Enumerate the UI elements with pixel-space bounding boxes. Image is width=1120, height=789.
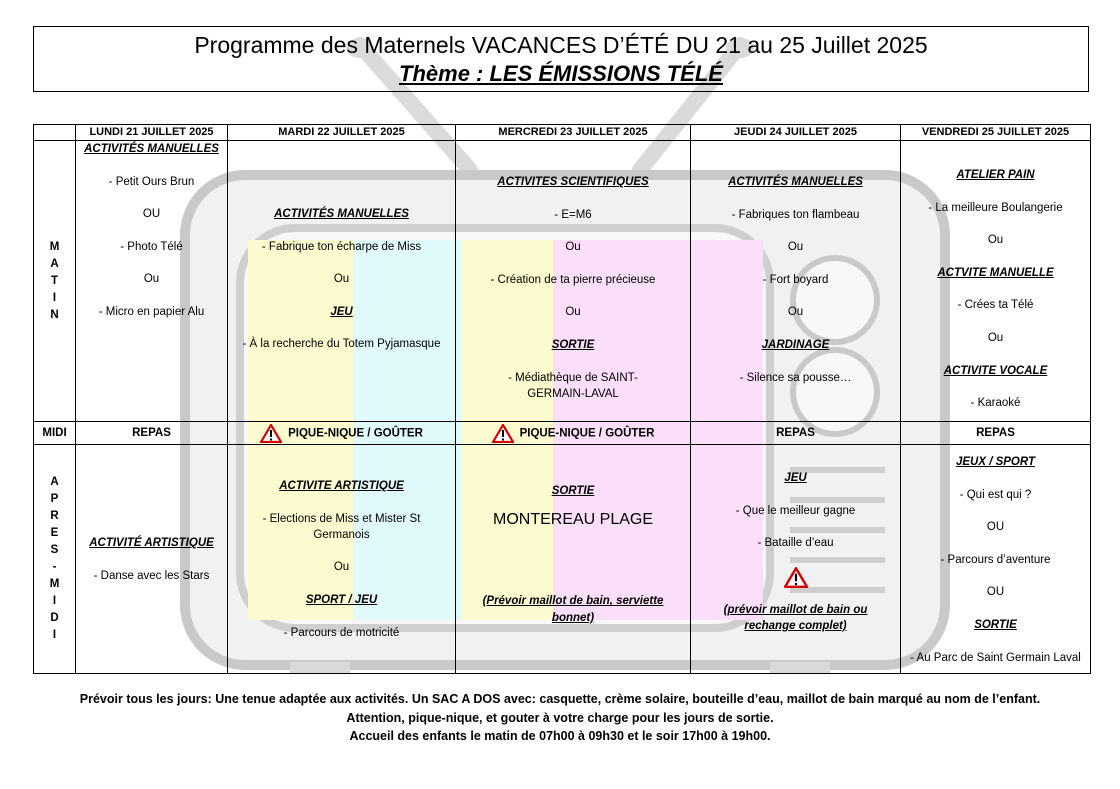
separator-text: Ou: [987, 331, 1004, 344]
page-title: Programme des Maternels VACANCES D’ÉTÉ DU 21 au 25 Juillet 2025: [194, 32, 928, 58]
activity-item: - Que le meilleur gagne: [735, 504, 856, 517]
activity-item: - À la recherche du Totem Pyjamasque: [242, 338, 441, 351]
separator-text: Ou: [565, 306, 581, 319]
activity-item: - Crées ta Télé: [957, 299, 1034, 312]
activity-item: - Parcours de motricité: [283, 626, 400, 639]
activity-item: - Fabrique ton écharpe de Miss: [261, 240, 422, 253]
activity-item: - Parcours d’aventure: [940, 553, 1051, 566]
apres-midi-vendredi: [901, 445, 1091, 674]
activity-item: - E=M6: [554, 208, 592, 221]
category-label: JEUX / SPORT: [955, 456, 1036, 468]
warning-triangle-icon: [784, 567, 808, 588]
activity-item: - Fort boyard: [762, 273, 829, 286]
activity-item: - Qui est qui ?: [959, 488, 1032, 501]
matin-row: [34, 141, 1091, 422]
matin-mercredi: [456, 141, 691, 422]
category-label: JEU: [330, 305, 353, 318]
category-label: ACTVITE MANUELLE: [937, 266, 1054, 279]
apres-midi-mercredi: [456, 445, 691, 674]
day-header: MERCREDI 23 JUILLET 2025: [456, 125, 691, 141]
midi-text: PIQUE-NIQUE / GOÛTER: [519, 427, 655, 440]
category-label: ACTIVITÉS MANUELLES: [274, 208, 409, 220]
separator-text: OU: [986, 521, 1005, 534]
midi-text: PIQUE-NIQUE / GOÛTER: [288, 427, 423, 440]
matin-jeudi: [691, 141, 901, 422]
midi-row: [34, 422, 1091, 445]
apres-midi-jeudi: [691, 445, 901, 674]
apres-midi-lundi: [76, 445, 228, 674]
activity-item: - Création de ta pierre précieuse: [490, 273, 656, 286]
corner-cell: [34, 125, 76, 141]
separator-text: Ou: [787, 241, 804, 254]
activity-item: - Micro en papier Alu: [98, 305, 205, 318]
category-label: ACTIVITE VOCALE: [943, 364, 1048, 377]
activity-item: - Karaoké: [970, 397, 1021, 410]
midi-lundi: REPAS: [76, 422, 228, 445]
activity-item: - Elections de Miss et Mister St Germanois: [262, 512, 421, 541]
footer-notes: [0, 690, 1120, 746]
warning-triangle-icon: [492, 424, 514, 443]
category-label: ATELIER PAIN: [956, 169, 1035, 181]
category-label: JARDINAGE: [761, 338, 830, 351]
activity-item: - La meilleure Boulangerie: [928, 201, 1063, 214]
footer-line: Prévoir tous les jours: Une tenue adaptée aux activités. Un SAC A DOS avec: casquette, crème solaire, bouteille d’eau, maillot de bain marqué au nom de l’enfant.: [79, 692, 1041, 706]
separator-text: OU: [142, 208, 161, 221]
category-label: SORTIE: [974, 618, 1017, 631]
theme-title: Thème : LES ÉMISSIONS TÉLÉ: [399, 61, 723, 86]
separator-text: Ou: [333, 561, 350, 574]
separator-text: Ou: [787, 306, 804, 319]
day-header: VENDREDI 25 JUILLET 2025: [901, 125, 1091, 141]
matin-vendredi: [901, 141, 1091, 422]
footer-line: Attention, pique-nique, et gouter à votre charge pour les jours de sortie.: [346, 710, 774, 725]
apres-midi-mardi: [228, 445, 456, 674]
separator-text: Ou: [987, 234, 1004, 247]
activity-item: - Fabriques ton flambeau: [731, 208, 860, 221]
midi-mardi: [228, 422, 456, 445]
activity-item: - Danse avec les Stars: [93, 569, 210, 582]
header: [33, 26, 1089, 92]
note-text: (prévoir maillot de bain ou rechange complet): [723, 603, 868, 633]
warning-triangle-icon: [260, 424, 282, 443]
activity-item: - Médiathèque de SAINT-GERMAIN-LAVAL: [508, 371, 638, 400]
category-label: ACTIVITES SCIENTIFIQUES: [497, 176, 649, 188]
category-label: SPORT / JEU: [305, 594, 378, 607]
activity-item: - Petit Ours Brun: [108, 175, 195, 188]
separator-text: Ou: [333, 273, 350, 286]
category-label: JEU: [784, 472, 807, 484]
matin-lundi: [76, 141, 228, 422]
footer-line: Accueil des enfants le matin de 07h00 à 09h30 et le soir 17h00 à 19h00.: [349, 729, 771, 743]
activity-item: - Silence sa pousse…: [739, 371, 852, 384]
category-label: SORTIE: [551, 338, 595, 351]
category-label: ACTIVITÉS MANUELLES: [728, 176, 863, 188]
apres-midi-label: A P R E S - M I D I: [34, 445, 76, 674]
activity-item: - Photo Télé: [120, 240, 183, 253]
category-label: ACTIVITE ARTISTIQUE: [279, 480, 404, 492]
apres-midi-row: [34, 445, 1091, 674]
warning-wrapper: [695, 567, 896, 593]
schedule-table: [33, 124, 1091, 674]
category-label: ACTIVITÉS MANUELLES: [84, 143, 219, 155]
midi-vendredi: REPAS: [901, 422, 1091, 445]
activity-item: - Bataille d’eau: [757, 537, 834, 550]
note-text: (Prévoir maillot de bain, serviette bonnet): [482, 595, 664, 624]
midi-jeudi: REPAS: [691, 422, 901, 445]
separator-text: OU: [986, 586, 1005, 599]
matin-label: M A T I N: [34, 141, 76, 422]
day-header: MARDI 22 JUILLET 2025: [228, 125, 456, 141]
midi-label: MIDI: [34, 422, 76, 445]
category-label: ACTIVITÉ ARTISTIQUE: [89, 537, 214, 549]
separator-text: Ou: [143, 273, 160, 286]
day-header: LUNDI 21 JUILLET 2025: [76, 125, 228, 141]
activity-item: MONTEREAU PLAGE: [492, 511, 654, 529]
separator-text: Ou: [565, 241, 581, 254]
category-label: SORTIE: [551, 485, 595, 497]
day-header: JEUDI 24 JUILLET 2025: [691, 125, 901, 141]
matin-mardi: [228, 141, 456, 422]
activity-item: - Au Parc de Saint Germain Laval: [910, 651, 1081, 664]
midi-mercredi: [456, 422, 691, 445]
days-header-row: [34, 125, 1091, 141]
